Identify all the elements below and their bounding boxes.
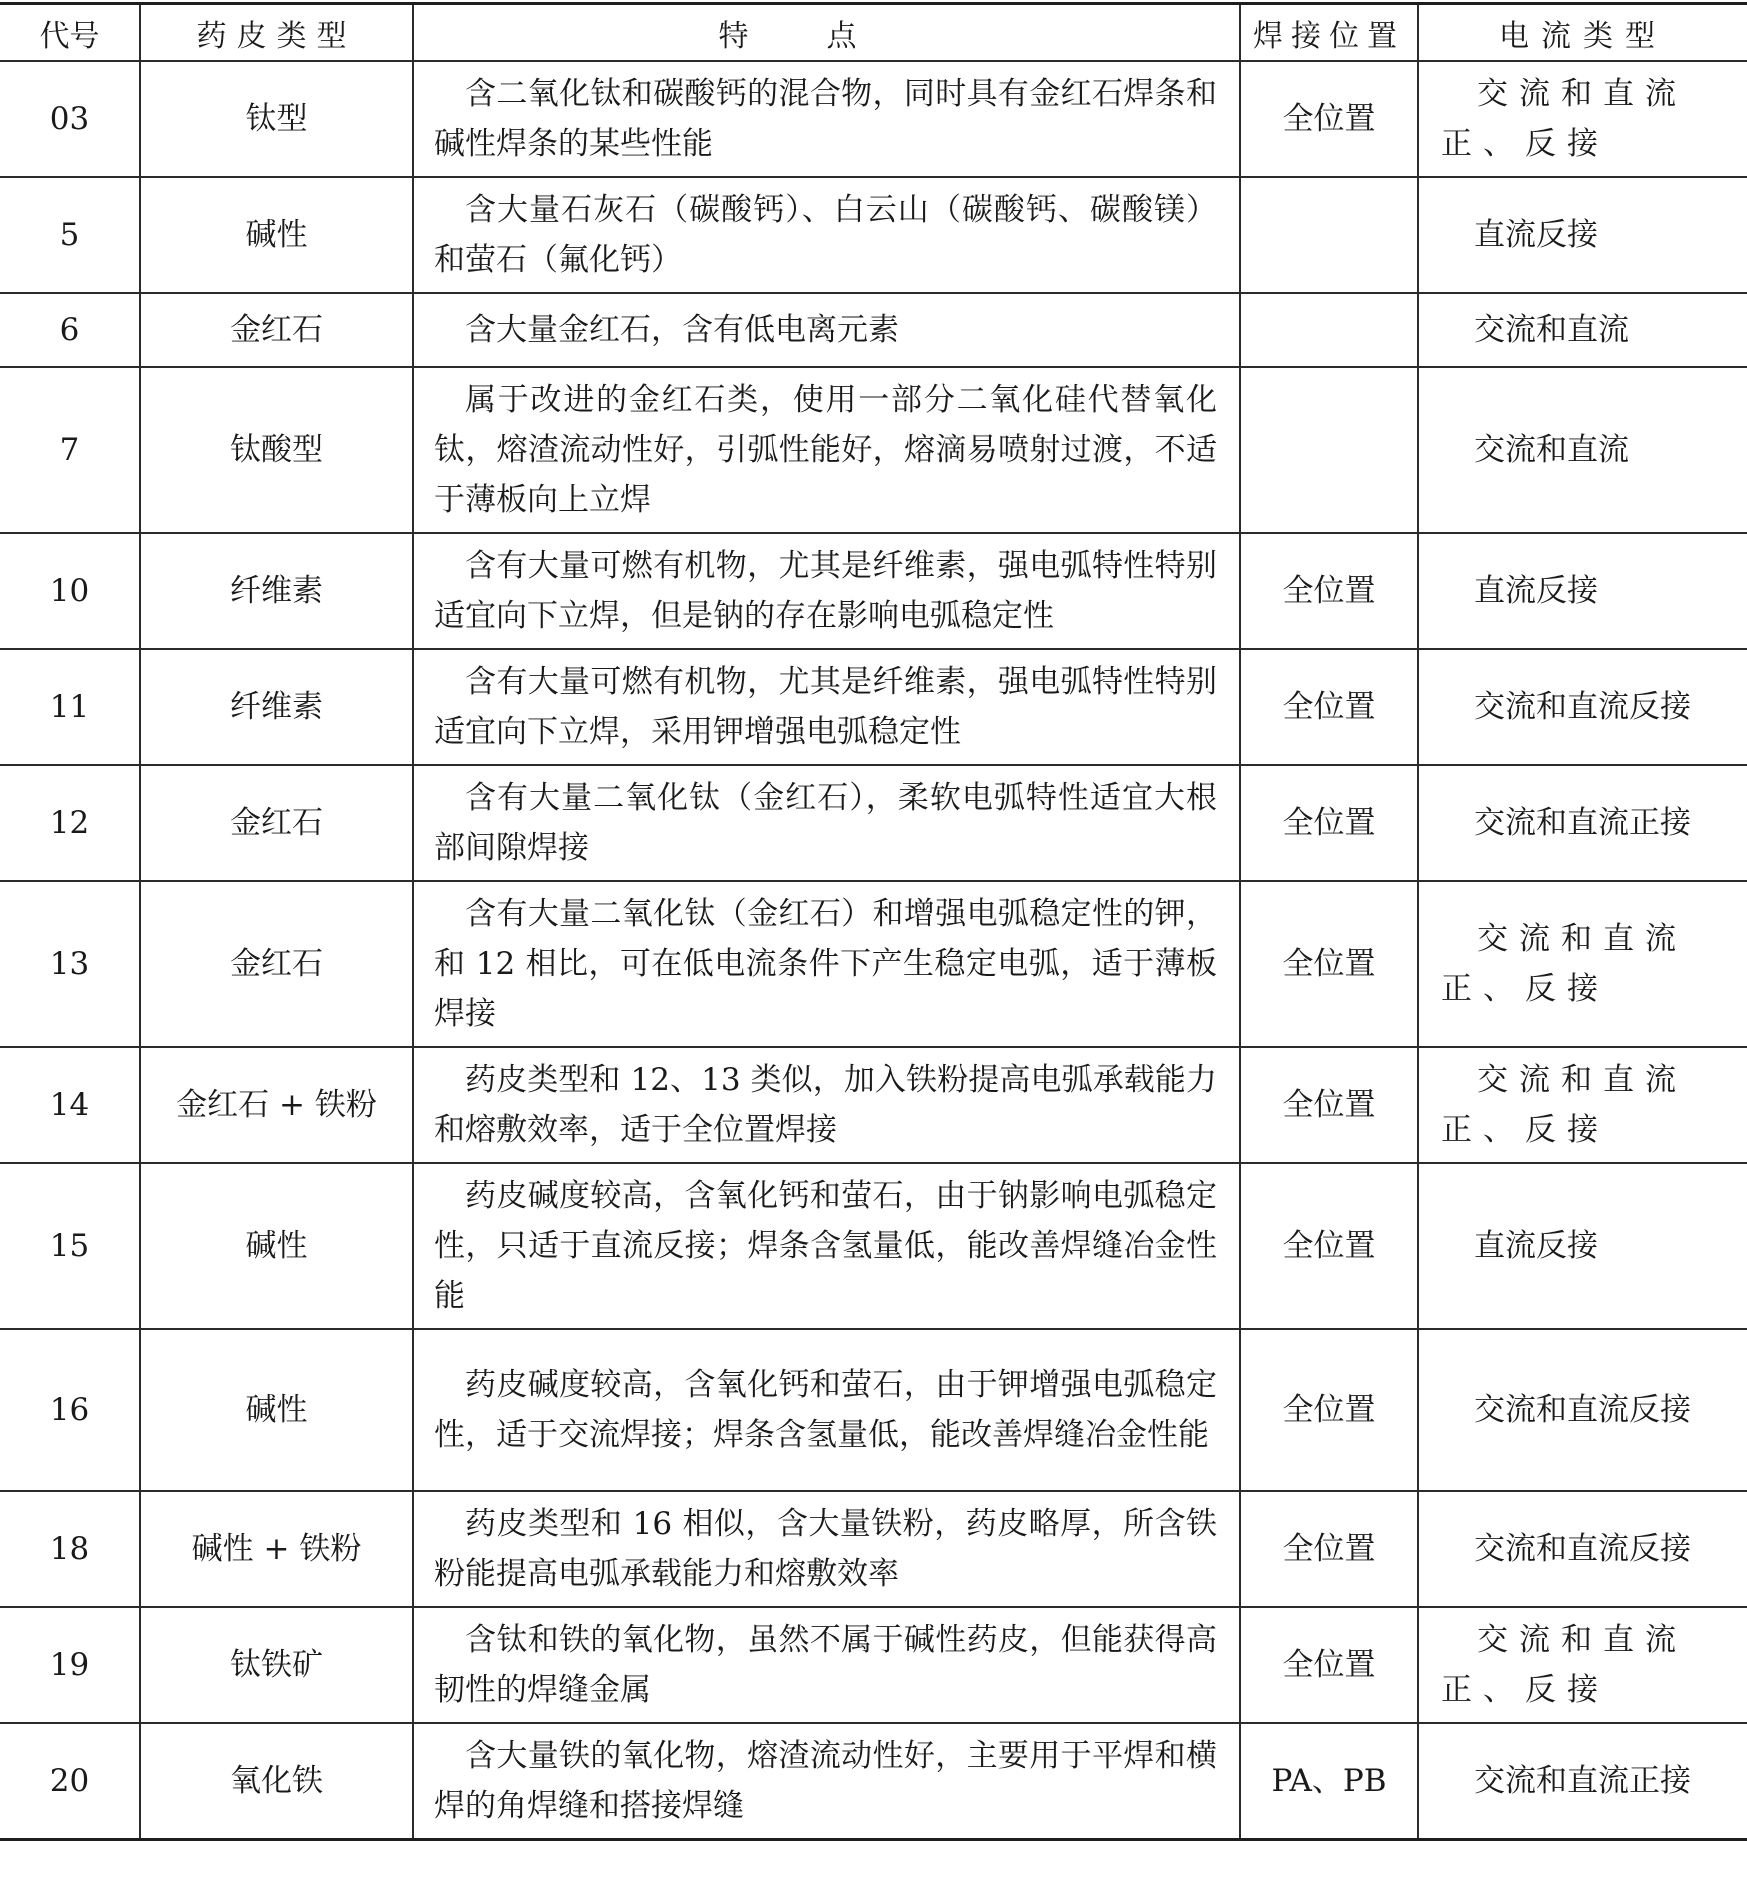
- current-text: 交流和直流反接: [1474, 1531, 1691, 1567]
- cell-position: 全位置: [1240, 1163, 1418, 1329]
- features-text: 含大量铁的氧化物，熔渣流动性好，主要用于平焊和横焊的角焊缝和搭接焊缝: [434, 1738, 1217, 1824]
- cell-code: 20: [0, 1723, 140, 1840]
- cell-coating: 金红石: [140, 765, 413, 881]
- cell-features: [413, 293, 1240, 367]
- features-text: 含大量石灰石（碳酸钙）、白云山（碳酸钙、碳酸镁）和萤石（氟化钙）: [434, 192, 1217, 278]
- cell-coating: 氧化铁: [140, 1723, 413, 1840]
- cell-position: 全位置: [1240, 765, 1418, 881]
- cell-code: 14: [0, 1047, 140, 1163]
- cell-coating: 金红石 + 铁粉: [140, 1047, 413, 1163]
- cell-current: [1418, 765, 1747, 881]
- table-row: [0, 177, 1747, 293]
- features-text: 含有大量二氧化钛（金红石），柔软电弧特性适宜大根部间隙焊接: [434, 780, 1217, 866]
- cell-features: [413, 1163, 1240, 1329]
- cell-position: 全位置: [1240, 1047, 1418, 1163]
- cell-current: [1418, 61, 1747, 177]
- cell-features: [413, 1329, 1240, 1491]
- header-position: 焊接位置: [1240, 4, 1418, 62]
- cell-current: [1418, 1047, 1747, 1163]
- current-text: 交流和直流正、反接: [1441, 76, 1687, 162]
- cell-coating: 钛酸型: [140, 367, 413, 533]
- table-row: [0, 61, 1747, 177]
- current-text: 交流和直流正接: [1474, 805, 1691, 841]
- table-row: [0, 649, 1747, 765]
- table-row: [0, 1163, 1747, 1329]
- current-text: 直流反接: [1474, 573, 1598, 609]
- features-text: 药皮碱度较高，含氧化钙和萤石，由于钠影响电弧稳定性，只适于直流反接；焊条含氢量低，能改善焊缝冶金性能: [434, 1178, 1217, 1314]
- cell-coating: 钛型: [140, 61, 413, 177]
- cell-current: [1418, 533, 1747, 649]
- table-row: [0, 1723, 1747, 1840]
- features-text: 含有大量可燃有机物，尤其是纤维素，强电弧特性特别适宜向下立焊，采用钾增强电弧稳定性: [434, 664, 1217, 750]
- cell-features: [413, 1047, 1240, 1163]
- table-row: [0, 1491, 1747, 1607]
- cell-features: [413, 1723, 1240, 1840]
- cell-features: [413, 881, 1240, 1047]
- cell-features: [413, 61, 1240, 177]
- cell-current: [1418, 881, 1747, 1047]
- features-text: 含有大量二氧化钛（金红石）和增强电弧稳定性的钾，和 12 相比，可在低电流条件下产生稳定电弧，适于薄板焊接: [434, 896, 1217, 1032]
- current-text: 交流和直流正、反接: [1441, 921, 1687, 1007]
- cell-code: 6: [0, 293, 140, 367]
- table-row: [0, 1047, 1747, 1163]
- cell-current: [1418, 1329, 1747, 1491]
- header-code: 代号: [0, 4, 140, 62]
- cell-position: 全位置: [1240, 1491, 1418, 1607]
- cell-code: 15: [0, 1163, 140, 1329]
- features-text: 药皮碱度较高，含氧化钙和萤石，由于钾增强电弧稳定性，适于交流焊接；焊条含氢量低，能改善焊缝冶金性能: [434, 1367, 1217, 1453]
- table-row: [0, 293, 1747, 367]
- table-header-row: [0, 4, 1747, 62]
- cell-code: 16: [0, 1329, 140, 1491]
- cell-position: 全位置: [1240, 1607, 1418, 1723]
- cell-position: [1240, 177, 1418, 293]
- cell-position: 全位置: [1240, 1329, 1418, 1491]
- table-row: [0, 1607, 1747, 1723]
- cell-coating: 金红石: [140, 881, 413, 1047]
- table-row: [0, 765, 1747, 881]
- cell-code: 5: [0, 177, 140, 293]
- features-text: 含大量金红石，含有低电离元素: [465, 312, 899, 348]
- cell-features: [413, 765, 1240, 881]
- cell-code: 13: [0, 881, 140, 1047]
- current-text: 交流和直流正接: [1474, 1763, 1691, 1799]
- current-text: 直流反接: [1474, 1228, 1598, 1264]
- cell-current: [1418, 1607, 1747, 1723]
- current-text: 交流和直流反接: [1474, 689, 1691, 725]
- cell-position: [1240, 367, 1418, 533]
- cell-coating: 碱性: [140, 1329, 413, 1491]
- cell-coating: 金红石: [140, 293, 413, 367]
- features-text: 含有大量可燃有机物，尤其是纤维素，强电弧特性特别适宜向下立焊，但是钠的存在影响电弧稳定性: [434, 548, 1217, 634]
- cell-current: [1418, 1723, 1747, 1840]
- cell-code: 10: [0, 533, 140, 649]
- cell-coating: 纤维素: [140, 649, 413, 765]
- cell-current: [1418, 1163, 1747, 1329]
- cell-coating: 碱性: [140, 1163, 413, 1329]
- cell-position: 全位置: [1240, 533, 1418, 649]
- header-current: 电流类型: [1418, 4, 1747, 62]
- cell-coating: 钛铁矿: [140, 1607, 413, 1723]
- cell-position: 全位置: [1240, 61, 1418, 177]
- table-row: [0, 881, 1747, 1047]
- features-text: 含二氧化钛和碳酸钙的混合物，同时具有金红石焊条和碱性焊条的某些性能: [434, 76, 1217, 162]
- cell-coating: 碱性 + 铁粉: [140, 1491, 413, 1607]
- cell-current: [1418, 177, 1747, 293]
- cell-features: [413, 533, 1240, 649]
- features-text: 药皮类型和 16 相似，含大量铁粉，药皮略厚，所含铁粉能提高电弧承载能力和熔敷效率: [434, 1506, 1217, 1592]
- cell-coating: 纤维素: [140, 533, 413, 649]
- cell-position: [1240, 293, 1418, 367]
- table-row: [0, 1329, 1747, 1491]
- current-text: 交流和直流反接: [1474, 1392, 1691, 1428]
- header-features: 特点: [413, 4, 1240, 62]
- cell-features: [413, 649, 1240, 765]
- current-text: 直流反接: [1474, 217, 1598, 253]
- cell-features: [413, 177, 1240, 293]
- cell-current: [1418, 649, 1747, 765]
- cell-code: 03: [0, 61, 140, 177]
- table-row: [0, 367, 1747, 533]
- cell-position: 全位置: [1240, 649, 1418, 765]
- cell-code: 19: [0, 1607, 140, 1723]
- cell-position: 全位置: [1240, 881, 1418, 1047]
- features-text: 药皮类型和 12、13 类似，加入铁粉提高电弧承载能力和熔敷效率，适于全位置焊接: [434, 1062, 1217, 1148]
- header-coating-type: 药皮类型: [140, 4, 413, 62]
- current-text: 交流和直流正、反接: [1441, 1622, 1687, 1708]
- features-text: 属于改进的金红石类，使用一部分二氧化硅代替氧化钛，熔渣流动性好，引弧性能好，熔滴易喷射过渡，不适于薄板向上立焊: [434, 382, 1217, 518]
- table-row: [0, 533, 1747, 649]
- cell-code: 12: [0, 765, 140, 881]
- current-text: 交流和直流: [1474, 432, 1629, 468]
- cell-features: [413, 1607, 1240, 1723]
- current-text: 交流和直流: [1474, 312, 1629, 348]
- cell-code: 18: [0, 1491, 140, 1607]
- cell-current: [1418, 1491, 1747, 1607]
- cell-position: PA、PB: [1240, 1723, 1418, 1840]
- cell-current: [1418, 293, 1747, 367]
- features-text: 含钛和铁的氧化物，虽然不属于碱性药皮，但能获得高韧性的焊缝金属: [434, 1622, 1217, 1708]
- current-text: 交流和直流正、反接: [1441, 1062, 1687, 1148]
- cell-features: [413, 367, 1240, 533]
- cell-code: 11: [0, 649, 140, 765]
- electrode-coating-table: [0, 2, 1747, 1841]
- cell-features: [413, 1491, 1240, 1607]
- cell-current: [1418, 367, 1747, 533]
- cell-coating: 碱性: [140, 177, 413, 293]
- cell-code: 7: [0, 367, 140, 533]
